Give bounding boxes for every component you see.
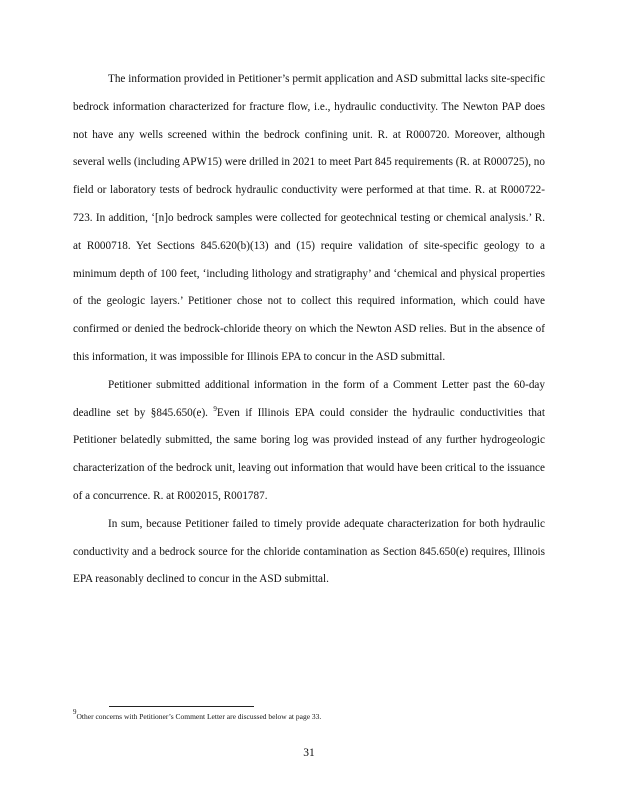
paragraph-2-text-before: Petitioner submitted additional information in the form of a Comment Letter past the 60-day deadline set by §845.650(e).	[73, 378, 545, 419]
footnote-text: Other concerns with Petitioner’s Comment Letter are discussed below at page 33.	[76, 712, 322, 721]
paragraph-1: The information provided in Petitioner’s permit application and ASD submittal lacks site-specific bedrock information characterized for fracture flow, i.e., hydraulic conductivity. The Newton PAP does not have any wells screened within the bedrock confining unit. R. at R000720. Moreover, although several wells (including APW15) were drilled in 2021 to meet Part 845 requirements (R. at R000725), no field or laboratory tests of bedrock hydraulic conductivity were performed at that time. R. at R000722-723. In addition, ‘[n]o bedrock samples were collected for geotechnical testing or chemical analysis.’ R. at R000718. Yet Sections 845.620(b)(13) and (15) require validation of site-specific geology to a minimum depth of 100 feet, ‘including lithology and stratigraphy’ and ‘chemical and physical properties of the geologic layers.’ Petitioner chose not to collect this required information, which could have confirmed or denied the bedrock-chloride theory on which the Newton ASD relies. But in the absence of this information, it was impossible for Illinois EPA to concur in the ASD submittal.	[73, 73, 545, 363]
paragraph-2-text-after: Even if Illinois EPA could consider the hydraulic conductivities that Petitioner belatedly submitted, the same boring log was provided instead of any further hydrogeologic characterization of the bedrock unit, leaving out information that would have been critical to the issuance of a concurrence. R. at R002015, R001787.	[73, 406, 545, 502]
body-text	[73, 66, 545, 594]
paragraph-3: In sum, because Petitioner failed to timely provide adequate characterization for both hydraulic conductivity and a bedrock source for the chloride contamination as Section 845.650(e) requires, Illinois EPA reasonably declined to concur in the ASD submittal.	[73, 517, 545, 586]
footnote-reference[interactable]: 9	[213, 404, 217, 413]
footnote-divider	[109, 706, 254, 707]
page-number: 31	[303, 747, 315, 759]
paragraph-2	[73, 372, 545, 511]
footnote	[73, 708, 545, 722]
footnote-marker: 9	[73, 708, 77, 716]
